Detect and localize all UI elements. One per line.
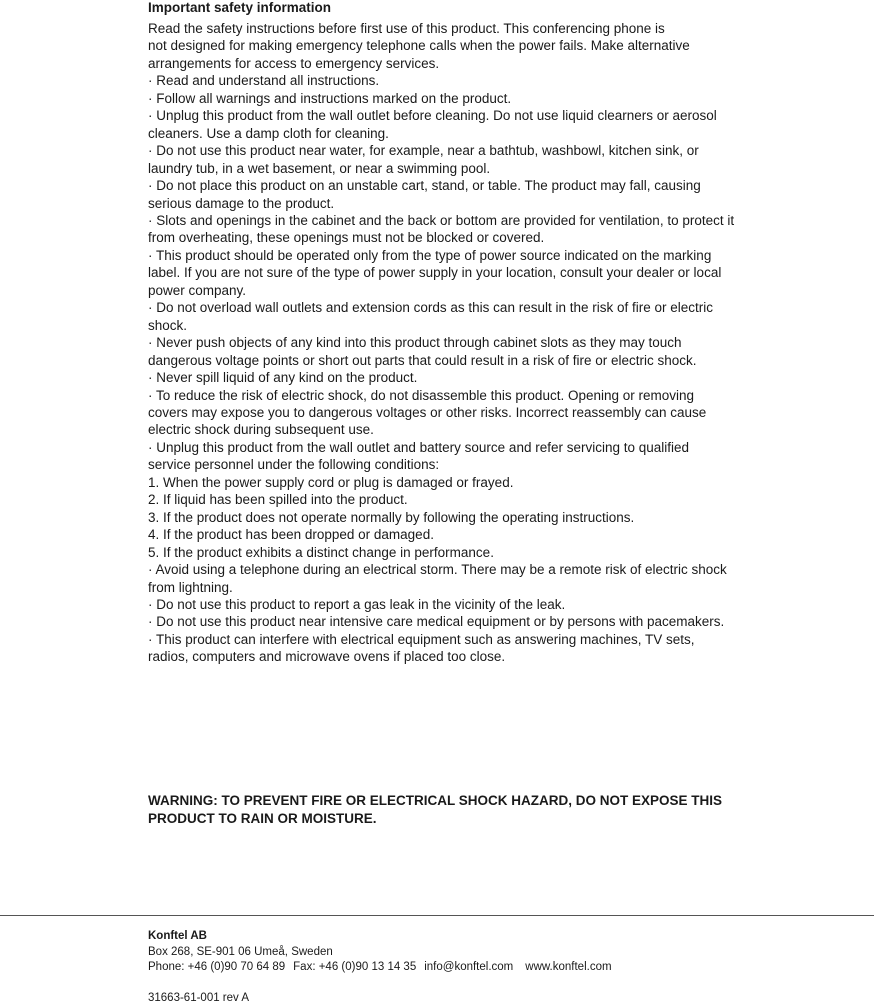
text-line: dangerous voltage points or short out parts that could result in a risk of fire or electric shock. <box>148 352 763 369</box>
text-line: radios, computers and microwave ovens if placed too close. <box>148 648 763 665</box>
contact-line <box>148 960 612 976</box>
text-line: label. If you are not sure of the type of power supply in your location, consult your dealer or local <box>148 264 763 281</box>
text-line: from lightning. <box>148 579 763 596</box>
footer-divider <box>0 915 874 916</box>
text-line: · This product can interfere with electrical equipment such as answering machines, TV sets, <box>148 631 763 648</box>
safety-instructions-text <box>148 20 763 666</box>
warning-notice <box>148 792 768 827</box>
text-line: shock. <box>148 317 763 334</box>
text-line: · To reduce the risk of electric shock, do not disassemble this product. Opening or removing <box>148 387 763 404</box>
text-line: serious damage to the product. <box>148 195 763 212</box>
email-link[interactable]: info@konftel.com <box>424 961 513 973</box>
website-link[interactable]: www.konftel.com <box>525 961 611 973</box>
text-line: · Unplug this product from the wall outlet and battery source and refer servicing to qualified <box>148 439 763 456</box>
text-line: · Never spill liquid of any kind on the product. <box>148 369 763 386</box>
text-line: service personnel under the following conditions: <box>148 456 763 473</box>
text-line: · Do not place this product on an unstable cart, stand, or table. The product may fall, causing <box>148 177 763 194</box>
text-line: · Never push objects of any kind into this product through cabinet slots as they may touch <box>148 334 763 351</box>
text-line: · Do not use this product to report a gas leak in the vicinity of the leak. <box>148 596 763 613</box>
text-line: not designed for making emergency telephone calls when the power fails. Make alternative <box>148 37 763 54</box>
safety-information-section <box>148 0 763 666</box>
section-heading: Important safety information <box>148 0 763 15</box>
text-line: 4. If the product has been dropped or damaged. <box>148 526 763 543</box>
phone-number: Phone: +46 (0)90 70 64 89 <box>148 961 285 973</box>
text-line: 2. If liquid has been spilled into the product. <box>148 491 763 508</box>
text-line: · Read and understand all instructions. <box>148 72 763 89</box>
warning-line: PRODUCT TO RAIN OR MOISTURE. <box>148 810 768 828</box>
text-line: · Follow all warnings and instructions marked on the product. <box>148 90 763 107</box>
text-line: · Do not use this product near intensive care medical equipment or by persons with pacemakers. <box>148 613 763 630</box>
text-line: from overheating, these openings must not be blocked or covered. <box>148 229 763 246</box>
document-number: 31663-61-001 rev A <box>148 991 612 1006</box>
company-address: Box 268, SE-901 06 Umeå, Sweden <box>148 945 612 961</box>
fax-number: Fax: +46 (0)90 13 14 35 <box>293 961 416 973</box>
text-line: 3. If the product does not operate normally by following the operating instructions. <box>148 509 763 526</box>
text-line: · Do not overload wall outlets and extension cords as this can result in the risk of fire or electric <box>148 299 763 316</box>
text-line: Read the safety instructions before first use of this product. This conferencing phone is <box>148 20 763 37</box>
text-line: · This product should be operated only from the type of power source indicated on the marking <box>148 247 763 264</box>
text-line: · Slots and openings in the cabinet and the back or bottom are provided for ventilation, to protect it <box>148 212 763 229</box>
warning-line: WARNING: TO PREVENT FIRE OR ELECTRICAL SHOCK HAZARD, DO NOT EXPOSE THIS <box>148 792 768 810</box>
text-line: · Avoid using a telephone during an electrical storm. There may be a remote risk of electric shock <box>148 561 763 578</box>
text-line: · Unplug this product from the wall outlet before cleaning. Do not use liquid clearners or aerosol <box>148 107 763 124</box>
text-line: power company. <box>148 282 763 299</box>
footer <box>148 929 612 1006</box>
text-line: 5. If the product exhibits a distinct change in performance. <box>148 544 763 561</box>
text-line: cleaners. Use a damp cloth for cleaning. <box>148 125 763 142</box>
text-line: electric shock during subsequent use. <box>148 421 763 438</box>
text-line: laundry tub, in a wet basement, or near a swimming pool. <box>148 160 763 177</box>
text-line: covers may expose you to dangerous voltages or other risks. Incorrect reassembly can cause <box>148 404 763 421</box>
company-name: Konftel AB <box>148 929 612 945</box>
text-line: · Do not use this product near water, for example, near a bathtub, washbowl, kitchen sink, or <box>148 142 763 159</box>
text-line: arrangements for access to emergency services. <box>148 55 763 72</box>
text-line: 1. When the power supply cord or plug is damaged or frayed. <box>148 474 763 491</box>
